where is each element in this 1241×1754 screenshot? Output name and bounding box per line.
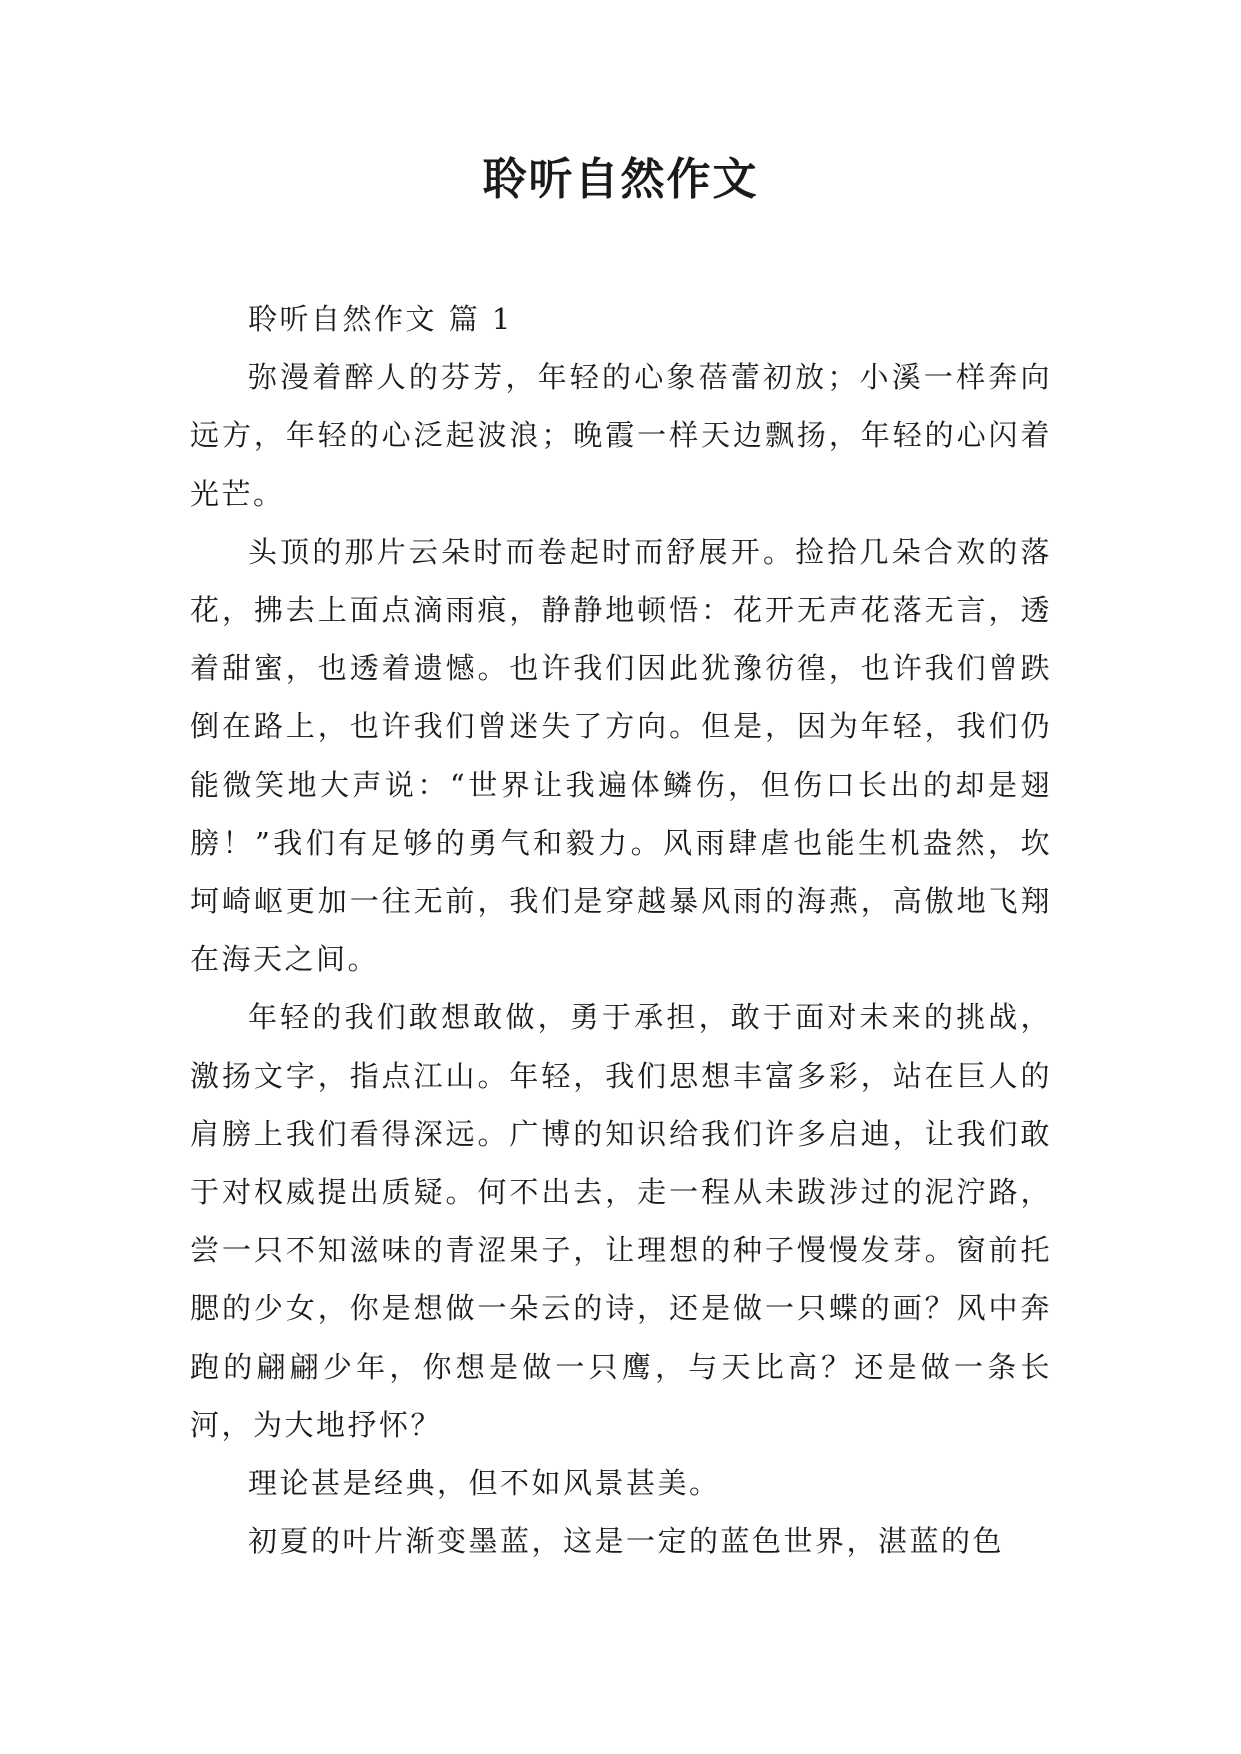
paragraph: 头顶的那片云朵时而卷起时而舒展开。捡拾几朵合欢的落花，拂去上面点滴雨痕，静静地顿悟：花开无声花落无言，透着甜蜜，也透着遗憾。也许我们因此犹豫彷徨，也许我们曾跌倒在路上，也许我们曾迷失了方向。但是，因为年轻，我们仍能微笑地大声说：“世界让我遍体鳞伤，但伤口长出的却是翅膀！”我们有足够的勇气和毅力。风雨肆虐也能生机盎然，坎坷崎岖更加一往无前，我们是穿越暴风雨的海燕，高傲地飞翔在海天之间。 <box>190 534 1052 977</box>
paragraph: 弥漫着醉人的芬芳，年轻的心象蓓蕾初放；小溪一样奔向远方，年轻的心泛起波浪；晚霞一样天边飘扬，年轻的心闪着光芒。 <box>190 360 1052 511</box>
document-body <box>190 290 1052 1570</box>
paragraph: 年轻的我们敢想敢做，勇于承担，敢于面对未来的挑战，激扬文字，指点江山。年轻，我们思想丰富多彩，站在巨人的肩膀上我们看得深远。广博的知识给我们许多启迪，让我们敢于对权威提出质疑。何不出去，走一程从未跋涉过的泥泞路，尝一只不知滋味的青涩果子，让理想的种子慢慢发芽。窗前托腮的少女，你是想做一朵云的诗，还是做一只蝶的画？风中奔跑的翩翩少年，你想是做一只鹰，与天比高？还是做一条长河，为大地抒怀？ <box>190 1000 1052 1442</box>
paragraph: 理论甚是经典，但不如风景甚美。 <box>248 1466 721 1501</box>
section-heading: 聆听自然作文 篇 1 <box>248 302 513 336</box>
document-title: 聆听自然作文 <box>482 154 759 205</box>
paragraph: 初夏的叶片渐变墨蓝，这是一定的蓝色世界，湛蓝的色 <box>248 1524 1005 1559</box>
